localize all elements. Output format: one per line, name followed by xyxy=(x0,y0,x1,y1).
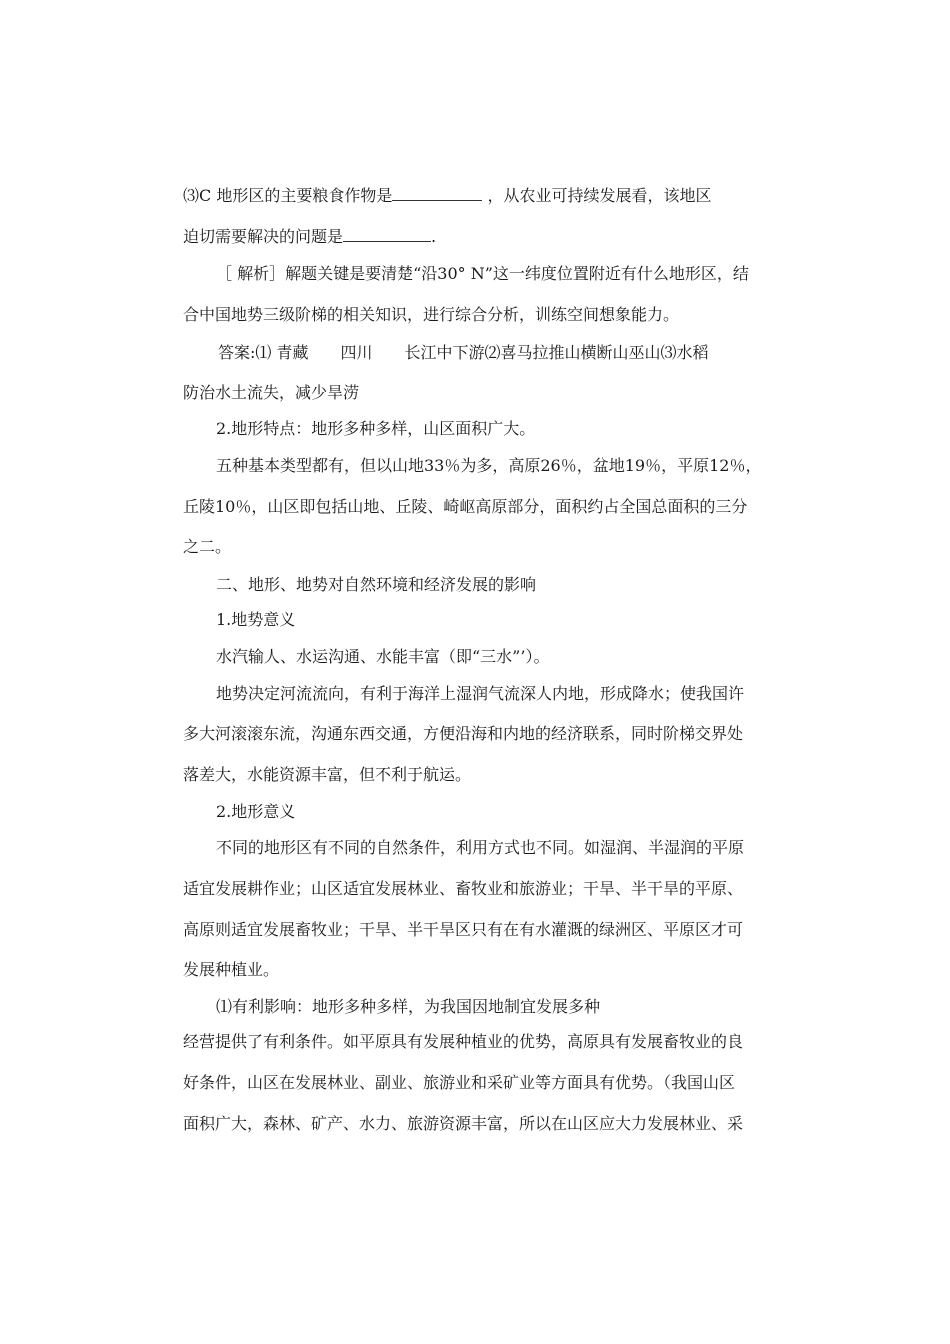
q3-text-3: 迫切需要解决的问题是 xyxy=(183,227,344,246)
terrain-feature: 2.地形特点：地形多种多样，山区面积广大。 xyxy=(216,419,536,438)
q3-text-1: ⑶C 地形区的主要粮食作物是 xyxy=(183,186,393,205)
favorable-line3: 好条件，山区在发展林业、副业、旅游业和采矿业等方面具有优势。（我国山区 xyxy=(183,1073,736,1092)
slope-line3: 落差大，水能资源丰富，但不利于航运。 xyxy=(183,765,472,784)
slope-line1: 地势决定河流流向，有利于海洋上湿润气流深人内地，形成降水；使我国许 xyxy=(216,684,745,703)
terrain-meaning-line4: 发展种植业。 xyxy=(183,960,280,979)
q3-line2 xyxy=(183,226,773,248)
five-types-line3: 之二。 xyxy=(183,537,232,556)
q3-text-4: . xyxy=(431,227,437,246)
favorable-line2: 经营提供了有利条件。如平原具有发展种植业的优势，高原具有发展畜牧业的良 xyxy=(183,1032,744,1051)
five-types-line2: 丘陵10％，山区即包括山地、丘陵、崎岖高原部分，面积约占全国总面积的三分 xyxy=(183,497,748,516)
terrain-meaning-line3: 高原则适宜发展畜牧业；干旱、半干旱区只有在有水灌溉的绿洲区、平原区才可 xyxy=(183,920,744,939)
subheading-slope: 1.地势意义 xyxy=(216,610,296,629)
terrain-meaning-line2: 适宜发展耕作业；山区适宜发展林业、畜牧业和旅游业；干旱、半干旱的平原、 xyxy=(183,879,744,898)
subheading-terrain: 2.地形意义 xyxy=(216,802,296,821)
analysis-line1: ［ 解析］解题关键是要清楚“沿30° N”这一纬度位置附近有什么地形区，结 xyxy=(216,264,749,283)
answer-line2: 防治水土流失，减少旱涝 xyxy=(183,383,360,402)
q3-line1 xyxy=(183,185,773,207)
answer-line1: 答案:⑴ 青藏 四川 长江中下游⑵喜马拉推山横断山巫山⑶水稻 xyxy=(218,343,709,362)
three-water-line: 水汽输人、水运沟通、水能丰富（即“三水”’）。 xyxy=(216,647,550,666)
favorable-line1: ⑴有利影响：地形多种多样，为我国因地制宜发展多种 xyxy=(216,997,601,1016)
section-heading: 二、地形、地势对自然环境和经济发展的影响 xyxy=(216,575,537,594)
slope-line2: 多大河滚滚东流，沟通东西交通，方便沿海和内地的经济联系，同时阶梯交界处 xyxy=(183,724,744,743)
answer-blank-2 xyxy=(343,227,431,242)
five-types-line1: 五种基本类型都有，但以山地33％为多，高原26％，盆地19％，平原12％， xyxy=(216,456,762,475)
terrain-meaning-line1: 不同的地形区有不同的自然条件，利用方式也不同。如湿润、半湿润的平原 xyxy=(216,838,745,857)
analysis-line2: 合中国地势三级阶梯的相关知识，进行综合分析，训练空间想象能力。 xyxy=(183,305,680,324)
favorable-line4: 面积广大，森林、矿产、水力、旅游资源丰富，所以在山区应大力发展林业、采 xyxy=(183,1114,744,1133)
q3-text-2: ，从农业可持续发展看，该地区 xyxy=(487,186,712,205)
answer-blank-1 xyxy=(392,186,482,201)
